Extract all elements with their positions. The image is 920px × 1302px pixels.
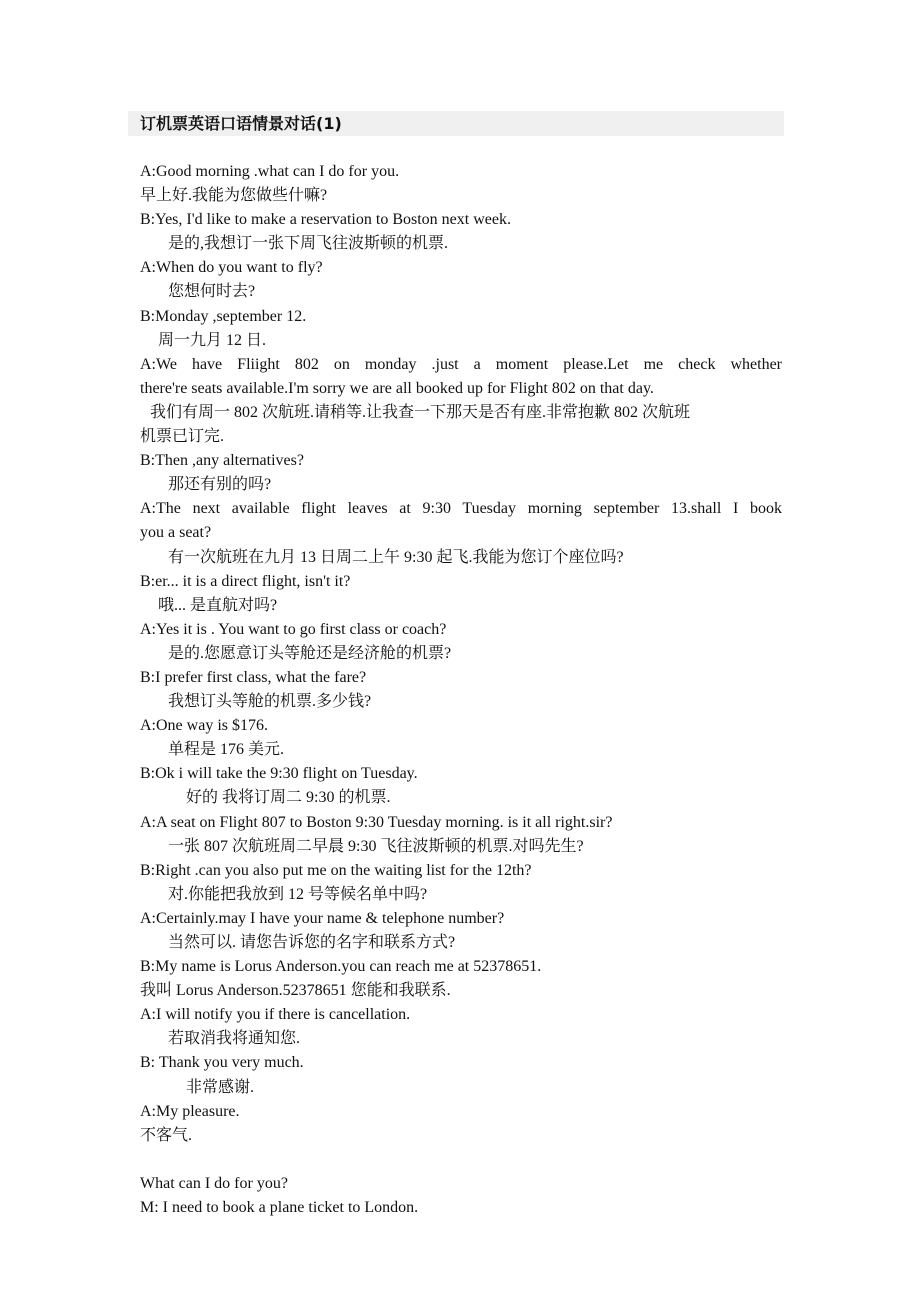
text-line: 对.你能把我放到 12 号等候名单中吗?	[168, 885, 428, 903]
dialogue-body	[140, 160, 782, 1220]
text-line: 我们有周一 802 次航班.请稍等.让我查一下那天是否有座.非常抱歉 802 次航班	[150, 403, 691, 421]
text-line: M: I need to book a plane ticket to London.	[140, 1199, 419, 1217]
text-line: A:My pleasure.	[140, 1102, 240, 1120]
text-line: B:I prefer first class, what the fare?	[140, 668, 367, 686]
text-line: B:Ok i will take the 9:30 flight on Tuesday.	[140, 765, 418, 783]
text-line: A:I will notify you if there is cancellation.	[140, 1006, 411, 1024]
text-line: B:Yes, I'd like to make a reservation to Boston next week.	[140, 211, 511, 229]
document-title: 订机票英语口语情景对话(1)	[140, 114, 342, 133]
text-line: B:My name is Lorus Anderson.you can reach me at 52378651.	[140, 958, 542, 976]
text-line: B:Monday ,september 12.	[140, 307, 307, 325]
text-line: B:er... it is a direct flight, isn't it?	[140, 572, 351, 590]
text-line: 早上好.我能为您做些什嘛?	[140, 187, 328, 205]
text-line: A:The next available flight leaves at 9:30 Tuesday morning september 13.shall I book	[140, 500, 782, 518]
text-line: 有一次航班在九月 13 日周二上午 9:30 起飞.我能为您订个座位吗?	[168, 548, 624, 566]
text-line: 我想订头等舱的机票.多少钱?	[168, 693, 372, 711]
text-line: 当然可以. 请您告诉您的名字和联系方式?	[168, 934, 456, 951]
text-line: B: Thank you very much.	[140, 1054, 304, 1072]
text-line: 周一九月 12 日.	[158, 331, 267, 349]
blank-line	[140, 1148, 782, 1172]
text-line: What can I do for you?	[140, 1174, 288, 1192]
text-line: 好的 我将订周二 9:30 的机票.	[186, 789, 391, 807]
text-line: A:A seat on Flight 807 to Boston 9:30 Tuesday morning. is it all right.sir?	[140, 813, 613, 831]
text-line: 哦... 是直航对吗?	[158, 596, 278, 614]
text-line: 不客气.	[140, 1126, 193, 1144]
text-line: A:Certainly.may I have your name & telephone number?	[140, 909, 505, 927]
text-line: 是的,我想订一张下周飞往波斯顿的机票.	[168, 235, 449, 253]
text-line: A:Yes it is . You want to go first class or coach?	[140, 620, 447, 638]
text-line: 若取消我将通知您.	[168, 1030, 301, 1048]
title-bar	[128, 111, 784, 136]
text-line: 您想何时去?	[168, 283, 256, 301]
text-line: B:Then ,any alternatives?	[140, 452, 304, 470]
text-line: 一张 807 次航班周二早晨 9:30 飞往波斯顿的机票.对吗先生?	[168, 837, 584, 855]
text-line: A:We have Fliight 802 on monday .just a moment please.Let me check whether	[140, 355, 782, 373]
text-line: A:Good morning .what can I do for you.	[140, 163, 400, 180]
text-line: 我叫 Lorus Anderson.52378651 您能和我联系.	[140, 982, 451, 1000]
text-line: A:One way is $176.	[140, 717, 268, 735]
text-line: there're seats available.I'm sorry we are all booked up for Flight 802 on that day.	[140, 379, 654, 397]
text-line: A:When do you want to fly?	[140, 259, 323, 277]
text-line: 机票已订完.	[140, 428, 225, 446]
text-line: 单程是 176 美元.	[168, 741, 285, 759]
text-line: B:Right .can you also put me on the waiting list for the 12th?	[140, 861, 532, 879]
text-line: 非常感谢.	[186, 1078, 255, 1096]
text-line: you a seat?	[140, 524, 212, 542]
text-line: 是的.您愿意订头等舱还是经济舱的机票?	[168, 644, 452, 662]
text-line: 那还有别的吗?	[168, 476, 272, 494]
